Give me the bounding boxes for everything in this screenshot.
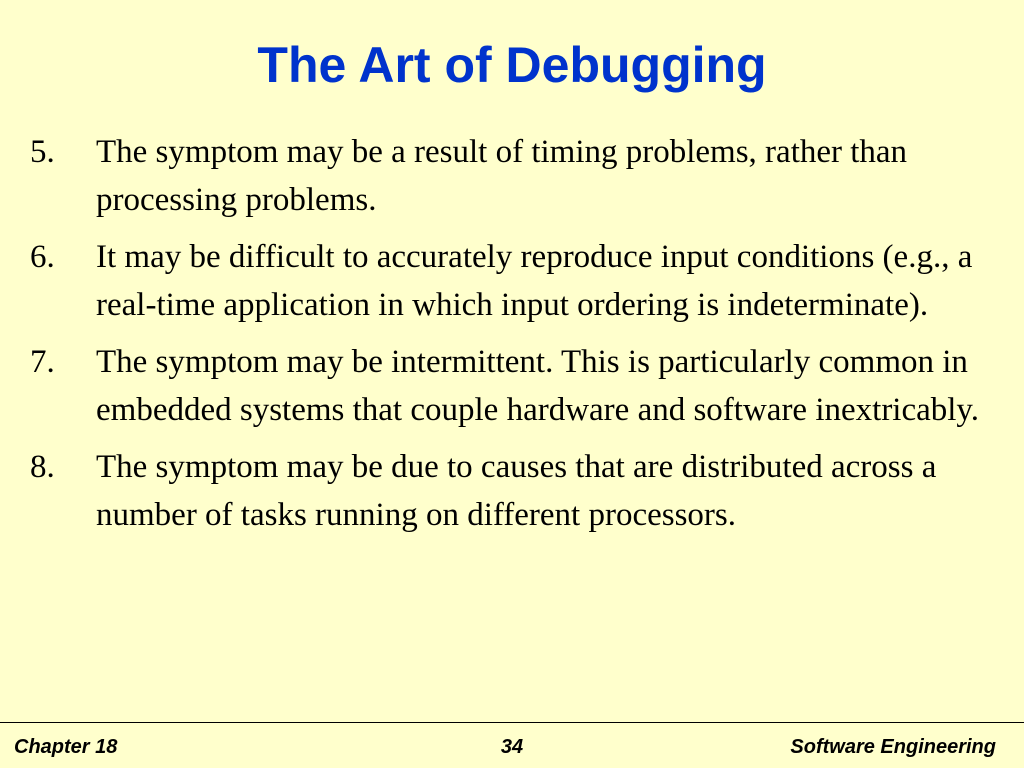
list-item [0, 128, 1024, 224]
list-item-text: The symptom may be due to causes that are distributed across a number of tasks running on different processors. [96, 449, 937, 533]
footer-course: Software Engineering [790, 736, 996, 758]
list-item-text: The symptom may be intermittent. This is particularly common in embedded systems that couple hardware and software inextricably. [96, 344, 980, 428]
slide-title: The Art of Debugging [257, 37, 767, 93]
list-item [0, 338, 1024, 434]
list-item-text: It may be difficult to accurately reproduce input conditions (e.g., a real-time application in which input ordering is indeterminate). [96, 239, 973, 323]
footer-chapter: Chapter 18 [14, 736, 118, 758]
list-item [0, 443, 1024, 539]
list-item-number: 5. [30, 134, 55, 170]
numbered-list [0, 128, 1024, 548]
list-item-text: The symptom may be a result of timing problems, rather than processing problems. [96, 134, 908, 218]
slide-footer [0, 733, 1024, 761]
list-item-number: 6. [30, 239, 55, 275]
list-item-number: 7. [30, 344, 55, 380]
list-item [0, 233, 1024, 329]
footer-page-number: 34 [500, 736, 524, 758]
list-item-number: 8. [30, 449, 55, 485]
footer-divider [0, 722, 1024, 723]
